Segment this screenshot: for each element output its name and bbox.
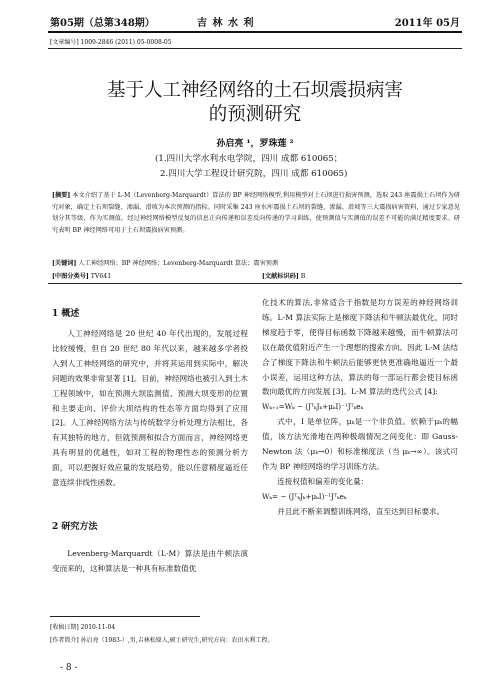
keywords — [52, 258, 278, 267]
title-line-1: 基于人工神经网络的土石坝震损病害 — [106, 80, 403, 101]
issue-date: 2011年 05月 — [394, 18, 460, 29]
page-number: - 8 - — [60, 663, 78, 673]
right-paragraph-1: 化技术的算法,非常适合于指数是均方误差的神经网络训练。L-M 算法实际上是梯度下降法和牛顿法最优化，同时梯度趋于零，使得目标函数下降越来越慢，而牛顿算法可以在最优值附近产生一个理想的搜索方向。因此 L-M 法结合了梯度下降法和牛顿法后能够更快更准确地逼近一个最小误差，运用这种方法，算法的每一部运行都会使目标函数向最优的方向发展 [3]。L-M 算法的迭代公式 [4]: — [262, 298, 458, 397]
keywords-text: 人工神经网络；BP 神经网络；Levenberg-Marquardt 算法；震害预测 — [78, 260, 279, 267]
right-paragraph-4: 并且此不断来调整训练网络，直至达到目标要求。 — [277, 506, 445, 516]
received-date: [收稿日期] 2010-11-04 — [50, 624, 116, 631]
keywords-label: [关键词] — [52, 260, 77, 267]
issue-label: 第05期（总第348期） — [50, 18, 155, 29]
authors: 孙启亮 ¹，罗珠莲 ² — [216, 139, 294, 149]
doc-value: B — [300, 273, 306, 280]
clc-label: [中图分类号] — [52, 273, 89, 280]
abstract-text: 本文介绍了基于 L-M（Levenberg-Marquardt）算法的 BP 神经网络模型,利用模型对土石坝进行损害预测，选取 243 座震损土石坝作为研究对象，确定土石坝裂缝、渗漏、滑坡为本次预测的指标。同时采集 243 座水库震损土石坝的裂缝、渗漏、滑坡等三大震损病害资料，通过专家意见划分其等级，作为实测值。经过神经网络模型反复的信息正向传递和误差反向传递的学习训练，使预测值与实测值的误差不可能的满足精度要求。研究表明 BP 神经网络可用于土石坝震损病害预测。 — [52, 192, 461, 234]
section-2-heading: 2 研究方法 — [52, 522, 98, 532]
clc-number — [52, 271, 111, 280]
abstract — [52, 190, 460, 236]
right-paragraph-2: 式中，I 是单位阵，μₖ是一个非负值。依赖于μₖ的幅值，该方法光滑地在两种极端情况之间变化：即 Gauss-Newton 法（μₖ→0）和标准梯度法（当 μₖ→∞）。该式可作为 BP 神经网络的学习训练方法。 — [262, 417, 458, 471]
abstract-rule — [48, 283, 462, 284]
header-rule — [48, 31, 462, 33]
right-paragraph-3: 连接权值和偏差的变化量： — [277, 476, 369, 486]
section-2-paragraph: Levenberg-Marquardt（L-M）算法是由牛顿法演变而来的，这种算法是一种具有标准数值优 — [52, 549, 248, 573]
author-bio: [作者简介] 孙启亮（1983-）,男,吉林松原人,硕士研究生,研究方向：农田水利工程。 — [50, 637, 274, 644]
document-code — [262, 271, 305, 280]
meta-rule — [48, 48, 462, 49]
affiliation-1: (1.四川大学水利水电学院，四川 成都 610065； — [155, 154, 343, 164]
right-column — [262, 296, 458, 520]
abstract-label: [摘要] — [52, 192, 71, 199]
section-1-heading: 1 概述 — [52, 309, 80, 319]
clc-value: TV641 — [90, 273, 112, 280]
footnote-rule — [50, 616, 200, 617]
section-1-paragraph: 人工神经网络是 20 世纪 40 年代出现的，发展过程比较缓慢，但自 20 世纪 80 年代以来，越来越多学者投入到人工神经网络的研究中，并将其运用到实际中，解决问题的效果非常显著 [1]。目前，神经网络也被引入到土木工程领域中，如在预测大坝监测值、预测大坝变形的位置和主要走向、评价大坝结构的性态等方面均得到了应用 [2]。人工神经网络方法与传统数学分析处理方法相比，各有其独特的地方，但就预测和拟合方面而言，神经网络更具有明显的优越性，如对工程的物理性态的预测分析方面，可以把握好效应量的发展趋势，能以任意精度逼近任意连续非线性函数。 — [52, 329, 248, 488]
section-1-body — [52, 327, 248, 491]
title-line-2: 的预测研究 — [208, 104, 302, 125]
formula-1: Wₖ₊₁=Wₖ − (JᵀₖJₖ+μₖI)⁻¹Jᵀₖeₖ — [262, 402, 364, 412]
formula-2: Wₖ= − (JᵀₖJₖ+μₖI)⁻¹Jᵀₖeₖ — [262, 491, 347, 501]
doc-label: [文献标识码] — [262, 273, 299, 280]
journal-name: 吉 林 水 利 — [197, 18, 255, 29]
section-2-body — [52, 547, 248, 577]
affiliation-2: 2.四川大学工程设计研究院，四川 成都 610065) — [160, 169, 348, 179]
article-number: [文章编号] 1009-2846 (2011) 05-0008-05 — [50, 39, 172, 46]
